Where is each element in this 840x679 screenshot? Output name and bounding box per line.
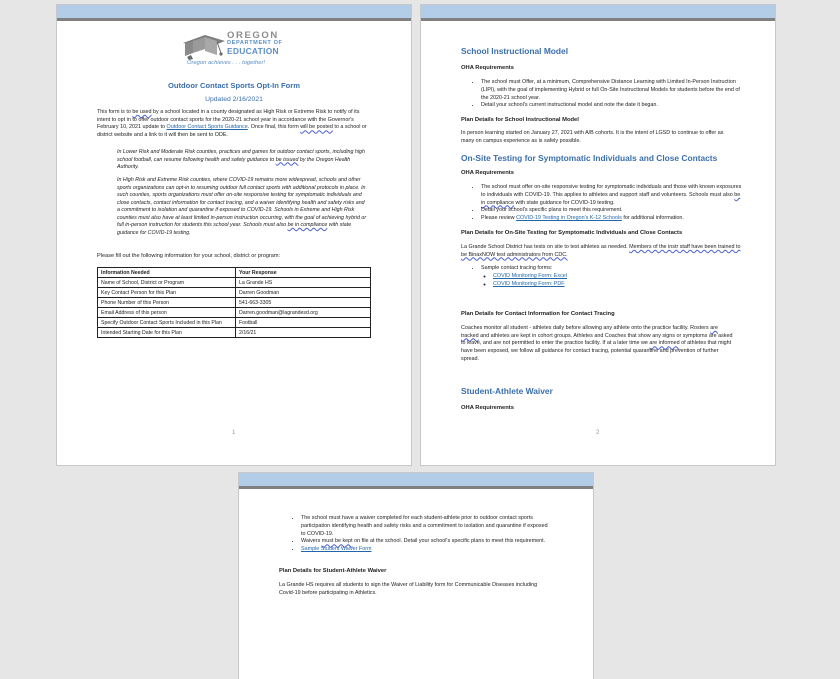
list-item: • Detail your school's specific plans to meet this requirement. [481,207,743,215]
table-cell: La Grande HS [236,278,371,288]
page-3 [238,472,594,679]
table-row [98,328,371,338]
table-row [98,288,371,298]
page-2 [420,4,776,466]
page-number: 2 [596,430,600,436]
oha-requirements-label: OHA Requirements [461,170,514,176]
list-item: • The school must Offer, at a minimum, Comprehensive Distance Learning with Limited In-Person Instruction (LIPI), with the goal of implementing Hybrid or full On-Site Instructional Models for students before the end of the 2020-21 school year. [481,79,741,102]
table-cell: Darren.goodman@lagrandesd.org [236,308,371,318]
header-band [421,5,775,18]
table-cell: 2/16/21 [236,328,371,338]
testing-plan-text: La Grande School District has tests on site to test athletes as needed. Members of the instr staff have been trained to be BinaxNOW test administrators from CDC. [461,244,741,258]
table-header: Your Response [236,268,371,278]
list-item [493,281,721,289]
ode-logo-oregon: OREGON [227,30,279,41]
instructional-plan-text: In person learning started on January 27, 2021 with A/B cohorts. It is the intent of LGSD to continue to offer as many on campus experience as is safely possible. [461,130,724,144]
covid-testing-k12-link[interactable]: COVID-19 Testing in Oregon's K-12 Schools [516,215,622,222]
plan-details-heading: Plan Details for On-Site Testing for Symptomatic Individuals and Close Contacts [461,230,683,236]
tracing-plan-text: Coaches monitor all student - athletes daily before allowing any athlete onto the practice facility. Rosters are tracked and athletes are kept in cohort groups. Athletes and Coaches that show any signs or symptoms are asked to leave, and are not permitted to enter the practice facility. If at a later time we are informed of athletes that might have been exposed, we follow all guidance for contact tracing, potential quarantine and prevention of further spread. [461,325,733,362]
list-item: • The school must have a waiver completed for each student-athlete prior to outdoor contact sports participation identifying health and safety risks and a commitment to isolation and quarantine if exposed to COVID-19. [301,515,551,538]
table-cell: Phone Number of this Person [98,298,236,308]
header-band [57,5,411,18]
table-header: Information Needed [98,268,236,278]
plan-details-heading: Plan Details for Student-Athlete Waiver [279,568,387,574]
list-item: • Waivers must be kept on file at the school. Detail your school's specific plans to meet this requirement. [301,538,551,546]
lower-risk-note: In Lower Risk and Moderate Risk counties, practices and games for outdoor contact sports, including high school football, can resume following health and safety guidance to be issued by the Oregon Health Authority. [117,149,365,171]
plan-details-heading: Plan Details for Contact Information for Contact Tracing [461,311,615,317]
table-cell: Key Contact Person for this Plan [98,288,236,298]
waiver-requirements-list [301,515,551,554]
table-row [98,308,371,318]
ode-logo-department: DEPARTMENT OF [227,40,283,46]
table-cell: Name of School, District or Program [98,278,236,288]
page-1 [56,4,412,466]
ode-logo-tagline: Oregon achieves . . . together! [187,60,265,66]
ode-logo [179,29,291,73]
header-rule [239,486,593,489]
list-item [301,546,551,554]
oha-requirements-label: OHA Requirements [461,65,514,71]
form-title: Outdoor Contact Sports Opt-In Form [167,81,301,90]
section-heading-student-athlete-waiver: Student-Athlete Waiver [461,386,553,396]
list-item: • Please review COVID-19 Testing in Oregon's K-12 Schools for additional information. [481,215,743,223]
header-band [239,473,593,486]
table-row [98,278,371,288]
high-risk-note: In High Risk and Extreme Risk counties, where COVID-19 remains more widespread, schools and other sports organizations can opt-in to resuming outdoor full contact sports with additional protocols in place. In such counties, sports organizations must offer on-site responsive testing for symptomatic individuals and close contacts, contact information for contact tracing, and a waiver identifying health and safety risks and a commitment to isolation and quarantine if exposed to COVID-19. Schools in Extreme and High Risk counties must also have at least limited in-person instruction occurring, with the goal of achieving hybrid or full in-person instruction for students this school year. Schools must also be in compliance with state guidance for COVID-19 testing. [117,177,367,236]
page-number: 1 [232,430,236,436]
list-item [493,273,721,281]
ode-logo-education: EDUCATION [227,46,279,56]
table-row [98,298,371,308]
header-rule [421,18,775,21]
table-cell: 541-663-3305 [236,298,371,308]
covid-monitoring-pdf-link[interactable]: COVID Monitoring Form: PDF [493,280,565,287]
section-heading-instructional-model: School Instructional Model [461,46,569,56]
section-heading-on-site-testing: On-Site Testing for Symptomatic Individuals and Close Contacts [461,153,718,163]
table-cell: Specify Outdoor Contact Sports Included in this Plan [98,318,236,328]
plan-details-heading: Plan Details for School Instructional Model [461,117,579,123]
list-item: • Detail your school's current instructional model and note the date it began. [481,102,741,110]
table-cell: Intended Starting Date for this Plan [98,328,236,338]
oha-requirements-label: OHA Requirements [461,405,514,411]
table-cell: Email Address of this person [98,308,236,318]
testing-requirements-list [481,184,743,223]
header-rule [57,18,411,21]
sample-forms-sublist [493,273,721,289]
table-cell: Football [236,318,371,328]
table-header-row [98,268,371,278]
intro-paragraph: This form is to be used by a school located in a county designated as High Risk or Extreme Risk to notify of its intent to opt in to offer outdoor contact sports for the 2020-21 school year in accordance with the Governor's February 10, 2021 update to Outdoor Contact Sports Guidance. Once final, this form will be posted to a school or district website and a link to it will then be sent to ODE. [97,109,367,139]
table-row [98,318,371,328]
waiver-plan-text: La Grande HS requires all students to sign the Waiver of Liability form for Communicable Diseases including Covid-19 before participating in Athletics. [279,582,538,596]
fill-prompt: Please fill out the following information for your school, district or program: [97,253,281,259]
ode-mortarboard-icon [179,29,227,61]
instructional-requirements-list [481,79,741,110]
sample-forms-list [481,265,721,288]
sample-student-waiver-link[interactable]: Sample Student Waiver Form [301,546,372,553]
info-table [97,267,371,338]
table-cell: Darren Goodman [236,288,371,298]
outdoor-contact-sports-guidance-link[interactable]: Outdoor Contact Sports Guidance [166,124,248,131]
updated-date: Updated 2/16/2021 [205,96,263,103]
covid-monitoring-excel-link[interactable]: COVID Monitoring Form: Excel [493,272,567,279]
list-item: • The school must offer on-site responsive testing for symptomatic individuals and those with known exposures to individuals with COVID-19. This applies to athletes and support staff and volunteers. Schools must also be in compliance with state guidance for COVID-19 testing. [481,184,743,207]
list-item: • Sample contact tracing forms: ◦ COVID Monitoring Form: Excel ◦ COVID Monitoring Form: PDF [481,265,721,288]
